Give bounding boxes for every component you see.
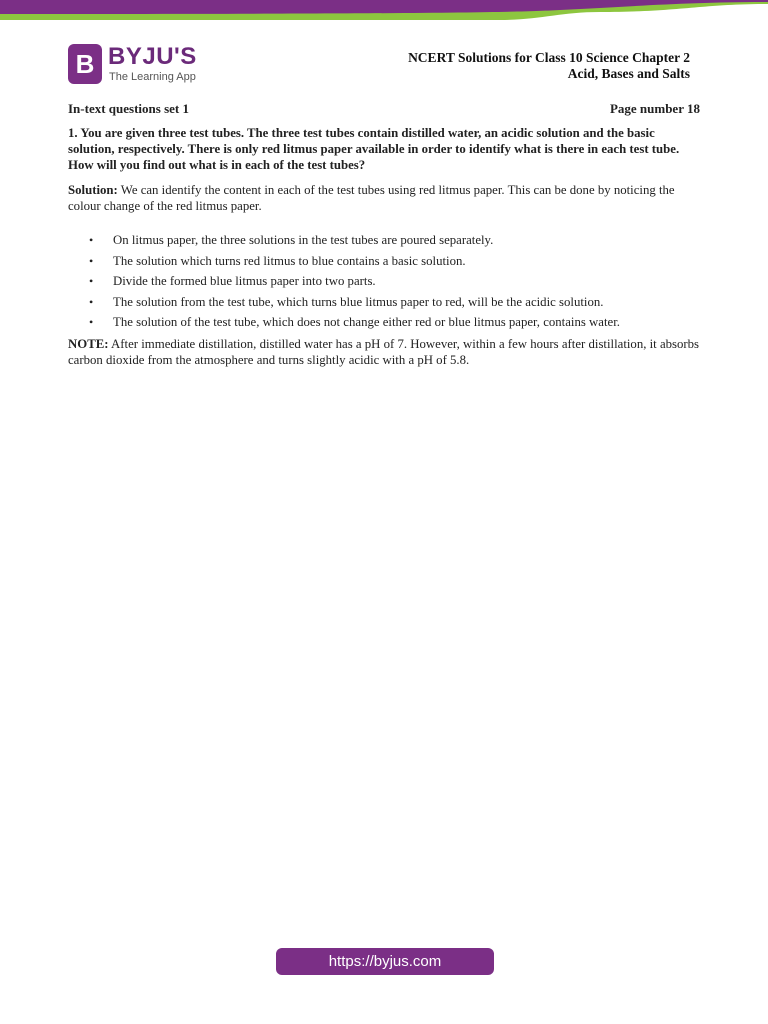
list-item — [68, 273, 700, 294]
solution-label: Solution: — [68, 183, 118, 197]
note-text: After immediate distillation, distilled water has a pH of 7. However, within a few hours after distillation, it absorbs carbon dioxide from the atmosphere and turns slightly acidic with a pH of 5.8. — [68, 337, 700, 367]
list-item — [68, 294, 700, 315]
document-header — [408, 50, 690, 82]
top-color-band — [0, 0, 768, 32]
list-item — [68, 253, 700, 274]
bullet-icon: • — [89, 253, 94, 268]
solution-text: We can identify the content in each of the test tubes using red litmus paper. This can be done by noticing the colour change of the red litmus paper. — [68, 183, 675, 213]
note-paragraph — [68, 336, 704, 368]
list-item — [68, 232, 700, 253]
bullet-icon: • — [89, 315, 94, 330]
list-item — [68, 314, 700, 335]
page-number: Page number 18 — [609, 101, 700, 116]
list-item-text: The solution which turns red litmus to blue contains a basic solution. — [113, 253, 466, 268]
question-text: 1. You are given three test tubes. The three test tubes contain distilled water, an acidic solution and the basic solution, respectively. There is only red litmus paper available in order to identify what is there in each test tube. How will you find out what is in each of the test tubes? — [68, 126, 680, 172]
footer-url-link[interactable]: https://byjus.com — [276, 948, 494, 975]
list-item-text: Divide the formed blue litmus paper into two parts. — [113, 274, 376, 289]
list-item-text: The solution of the test tube, which does not change either red or blue litmus paper, contains water. — [113, 315, 620, 330]
list-item-text: The solution from the test tube, which turns blue litmus paper to red, will be the acidic solution. — [113, 294, 604, 309]
bullet-icon: • — [89, 274, 94, 289]
bullet-icon: • — [89, 294, 94, 309]
note-label: NOTE: — [68, 337, 109, 351]
bullet-icon: • — [89, 233, 94, 247]
section-title: In-text questions set 1 — [68, 101, 189, 116]
header-line-1: NCERT Solutions for Class 10 Science Chapter 2 — [408, 50, 690, 65]
list-item-text: On litmus paper, the three solutions in the test tubes are poured separately. — [113, 233, 494, 247]
solution-paragraph — [68, 182, 704, 214]
section-row — [68, 101, 700, 117]
byjus-logo[interactable] — [68, 44, 208, 88]
solution-steps-list — [68, 232, 700, 335]
header-line-2: Acid, Bases and Salts — [567, 66, 690, 81]
logo-mark: B — [68, 44, 102, 84]
logo-wordmark: BYJU'S — [108, 43, 197, 70]
logo-tagline: The Learning App — [109, 71, 196, 83]
